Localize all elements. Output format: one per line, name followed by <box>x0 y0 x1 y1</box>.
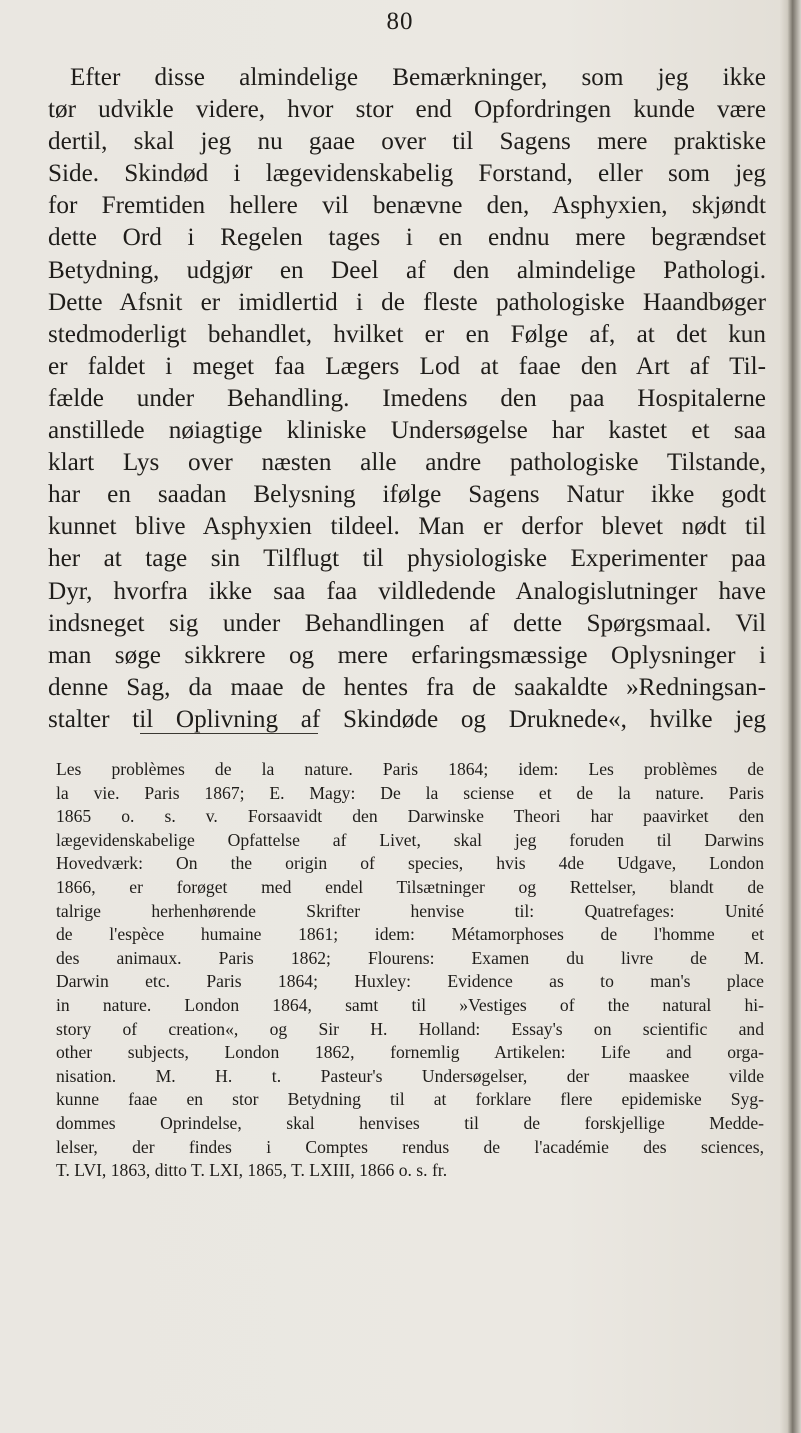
page-number: 80 <box>386 8 414 35</box>
body-line: man søge sikkrere og mere erfaringsmæssige Oplysninger i <box>48 641 766 669</box>
footnote-line: other subjects, London 1862, fornemlig Artikelen: Life and orga- <box>56 1042 764 1063</box>
body-line: anstillede nøiagtige kliniske Undersøgelse har kastet et saa <box>48 417 766 445</box>
footnote-line: la vie. Paris 1867; E. Magy: De la sciense et de la nature. Paris <box>56 782 764 803</box>
body-line: klart Lys over næsten alle andre pathologiske Tilstande, <box>48 449 766 477</box>
body-line: stalter til Oplivning af Skindøde og Druknede«, hvilke jeg <box>48 705 766 733</box>
footnote-line: nisation. M. H. t. Pasteur's Undersøgelser, der maaskee vilde <box>56 1065 764 1086</box>
footnote <box>56 758 764 1183</box>
footnote-line: Les problèmes de la nature. Paris 1864; idem: Les problèmes de <box>56 759 764 779</box>
footnote-line: in nature. London 1864, samt til »Vestiges of the natural hi- <box>56 994 764 1015</box>
body-line: denne Sag, da maae de hentes fra de saakaldte »Redningsan- <box>48 673 766 701</box>
footnote-line: talrige herhenhørende Skrifter henvise til: Quatrefages: Unité <box>56 900 764 921</box>
body-line: her at tage sin Tilflugt til physiologiske Experimenter paa <box>48 545 766 573</box>
footnote-divider <box>140 733 318 734</box>
body-line: Betydning, udgjør en Deel af den almindelige Pathologi. <box>48 256 766 284</box>
footnote-line: Darwin etc. Paris 1864; Huxley: Evidence as to man's place <box>56 971 764 992</box>
body-line: for Fremtiden hellere vil benævne den, Asphyxien, skjøndt <box>48 192 766 220</box>
footnote-line: dommes Oprindelse, skal henvises til de forskjellige Medde- <box>56 1112 764 1133</box>
body-line: indsneget sig under Behandlingen af dette Spørgsmaal. Vil <box>48 609 766 637</box>
body-line: kunnet blive Asphyxien tildeel. Man er derfor blevet nødt til <box>48 513 766 541</box>
body-line: Side. Skindød i lægevidenskabelig Forstand, eller som jeg <box>48 160 766 188</box>
footnote-line: T. LVI, 1863, ditto T. LXI, 1865, T. LXIII, 1866 o. s. fr. <box>56 1160 448 1181</box>
body-line: har en saadan Belysning ifølge Sagens Natur ikke godt <box>48 481 766 509</box>
footnote-line: story of creation«, og Sir H. Holland: Essay's on scientific and <box>56 1018 764 1039</box>
footnote-line: Hovedværk: On the origin of species, hvis 4de Udgave, London <box>56 853 764 874</box>
body-line: er faldet i meget faa Lægers Lod at faae den Art af Til- <box>48 352 766 380</box>
body-text <box>48 62 766 736</box>
body-line: Efter disse almindelige Bemærkninger, som jeg ikke <box>70 64 766 91</box>
body-line: dette Ord i Regelen tages i en endnu mere begrændset <box>48 224 766 252</box>
page-edge-shadow <box>780 0 801 1433</box>
footnote-line: kunne faae en stor Betydning til at forklare flere epidemiske Syg- <box>56 1089 764 1110</box>
footnote-line: des animaux. Paris 1862; Flourens: Examen du livre de M. <box>56 947 764 968</box>
body-line: fælde under Behandling. Imedens den paa Hospitalerne <box>48 384 766 412</box>
body-line: Dyr, hvorfra ikke saa faa vildledende Analogislutninger have <box>48 577 766 605</box>
body-line: Dette Afsnit er imidlertid i de fleste pathologiske Haandbøger <box>48 288 766 316</box>
body-line: stedmoderligt behandlet, hvilket er en Følge af, at det kun <box>48 320 766 348</box>
body-line: dertil, skal jeg nu gaae over til Sagens mere praktiske <box>48 128 766 156</box>
body-line: tør udvikle videre, hvor stor end Opfordringen kunde være <box>48 96 766 124</box>
footnote-line: 1866, er forøget med endel Tilsætninger og Rettelser, blandt de <box>56 876 764 897</box>
footnote-line: de l'espèce humaine 1861; idem: Métamorphoses de l'homme et <box>56 924 764 945</box>
footnote-line: 1865 o. s. v. Forsaavidt den Darwinske Theori har paavirket den <box>56 806 764 827</box>
footnote-line: lægevidenskabelige Opfattelse af Livet, skal jeg foruden til Darwins <box>56 829 764 850</box>
footnote-line: lelser, der findes i Comptes rendus de l'académie des sciences, <box>56 1136 764 1157</box>
